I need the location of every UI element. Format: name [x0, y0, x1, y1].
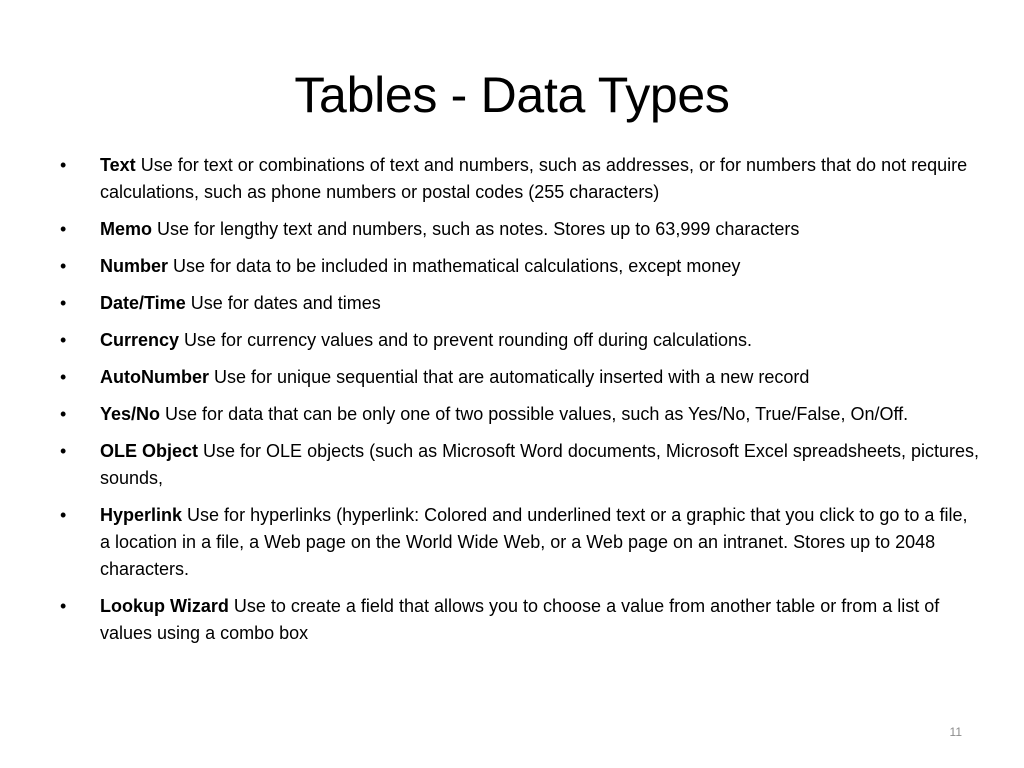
- bullet-icon: •: [60, 505, 67, 525]
- bullet-icon: •: [60, 404, 67, 424]
- data-type-description: Use for hyperlinks (hyperlink: Colored and underlined text or a graphic that you click to go to a file, a location in a file, a Web page on the World Wide Web, or a Web page on an intranet. Stores up to 2048 characters.: [100, 505, 968, 579]
- bullet-icon: •: [60, 367, 67, 387]
- list-item-memo: [60, 216, 980, 243]
- data-type-term: OLE Object: [100, 441, 199, 461]
- bullet-icon: •: [60, 330, 67, 350]
- data-type-description: Use for OLE objects (such as Microsoft Word documents, Microsoft Excel spreadsheets, pictures, sounds,: [100, 441, 979, 488]
- data-type-description: Use for unique sequential that are automatically inserted with a new record: [214, 367, 810, 387]
- bullet-icon: •: [60, 256, 67, 276]
- data-type-term: Number: [100, 256, 169, 276]
- data-type-term: Date/Time: [100, 293, 186, 313]
- list-item-autonumber: [60, 364, 980, 391]
- data-type-description: Use for currency values and to prevent rounding off during calculations.: [184, 330, 753, 350]
- bullet-list: [60, 152, 980, 657]
- list-item-ole-object: [60, 438, 980, 492]
- data-type-term: AutoNumber: [100, 367, 209, 387]
- bullet-icon: •: [60, 441, 67, 461]
- list-item-text: [60, 152, 980, 206]
- bullet-icon: •: [60, 293, 67, 313]
- data-type-term: Lookup Wizard: [100, 596, 229, 616]
- list-item-currency: [60, 327, 980, 354]
- list-item-yes-no: [60, 401, 980, 428]
- list-item-date-time: [60, 290, 980, 317]
- data-type-description: Use for text or combinations of text and numbers, such as addresses, or for numbers that do not require calculations, such as phone numbers or postal codes (255 characters): [100, 155, 968, 202]
- list-item-hyperlink: [60, 502, 980, 583]
- data-type-description: Use for dates and times: [190, 293, 381, 313]
- data-type-term: Currency: [100, 330, 180, 350]
- page-number: 11: [949, 725, 962, 739]
- data-type-term: Memo: [100, 219, 153, 239]
- bullet-icon: •: [60, 596, 67, 616]
- data-type-description: Use for data to be included in mathematical calculations, except money: [173, 256, 741, 276]
- data-type-description: Use for lengthy text and numbers, such as notes. Stores up to 63,999 characters: [157, 219, 800, 239]
- list-item-lookup-wizard: [60, 593, 980, 647]
- data-type-description: Use to create a field that allows you to choose a value from another table or from a list of values using a combo box: [100, 596, 940, 643]
- list-item-number: [60, 253, 980, 280]
- slide-title: Tables - Data Types: [294, 67, 730, 123]
- data-type-term: Yes/No: [100, 404, 161, 424]
- data-type-term: Hyperlink: [100, 505, 183, 525]
- bullet-icon: •: [60, 155, 67, 175]
- bullet-icon: •: [60, 219, 67, 239]
- data-type-term: Text: [100, 155, 136, 175]
- data-type-description: Use for data that can be only one of two possible values, such as Yes/No, True/False, On/Off.: [165, 404, 909, 424]
